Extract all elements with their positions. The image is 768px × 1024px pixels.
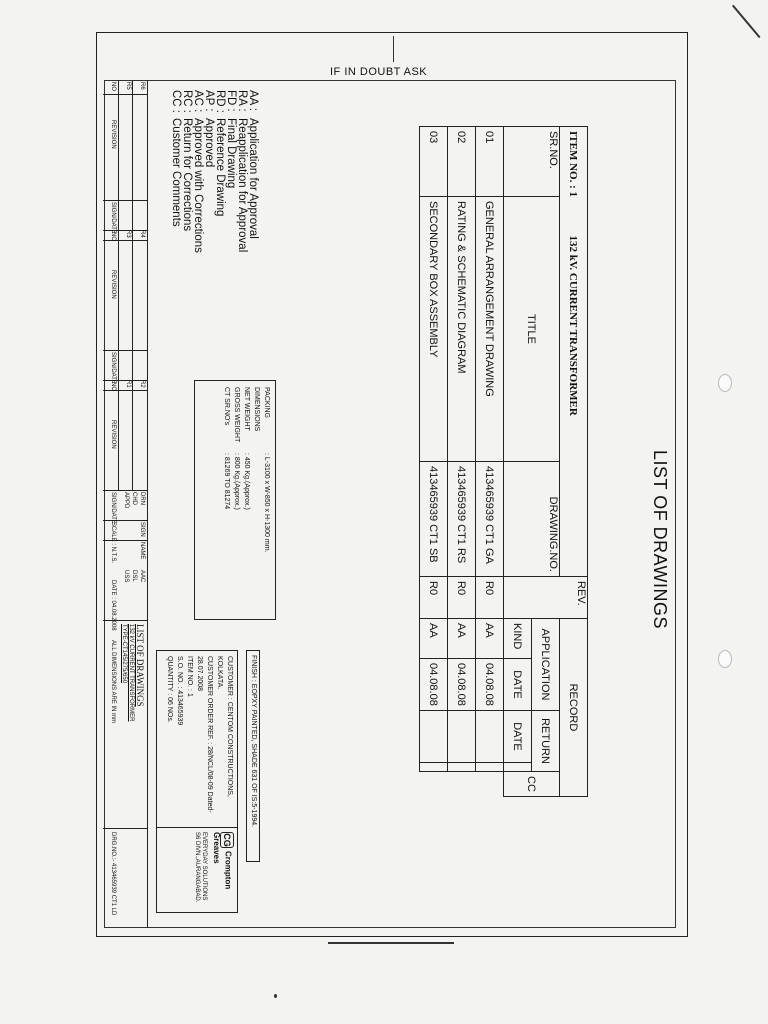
rev-label: R4 bbox=[139, 230, 145, 238]
role-label: CHD bbox=[131, 492, 137, 505]
drawing-cell: 413465939 CT1 RS bbox=[448, 462, 476, 577]
dimensions-note: ALL DIMENSIONS ARE IN mm bbox=[110, 640, 116, 724]
packing-row bbox=[241, 387, 251, 613]
no-label: NO bbox=[110, 82, 116, 91]
packing-key: NET WEIGHT bbox=[243, 387, 250, 431]
table-row bbox=[448, 127, 476, 797]
scale-label: SCALE : N.T.S. bbox=[110, 522, 116, 564]
application-header: APPLICATION bbox=[532, 619, 560, 711]
title-cell: RATING & SCHEMATIC DIAGRAM bbox=[448, 197, 476, 462]
sign-label: SIGN bbox=[139, 522, 145, 537]
rev-label: R6 bbox=[139, 82, 145, 90]
sign-date-label: SIGN/DATE bbox=[110, 202, 116, 234]
packing-value: : L-3100 x W-850 x H-1300 mm. bbox=[263, 453, 270, 553]
pen-mark bbox=[732, 5, 761, 38]
record-header: RECORD bbox=[560, 619, 588, 797]
item-line bbox=[560, 127, 588, 577]
cc-cell bbox=[476, 763, 504, 772]
table-row bbox=[420, 127, 448, 797]
packing-row bbox=[231, 387, 241, 613]
rev-cell: R0 bbox=[476, 577, 504, 619]
title-header: TITLE bbox=[504, 197, 560, 462]
role-label: DRN bbox=[139, 492, 145, 505]
title-cell: GENERAL ARRANGEMENT DRAWING bbox=[476, 197, 504, 462]
packing-details bbox=[194, 380, 276, 620]
sr-header: SR.NO. bbox=[504, 127, 560, 197]
company-name: Crompton Greaves bbox=[212, 832, 233, 890]
checked-by: DSL bbox=[131, 570, 137, 582]
legend-text: Reference Drawing bbox=[214, 118, 226, 217]
name-label: NAME bbox=[139, 542, 145, 560]
legend-item bbox=[214, 90, 225, 253]
item-number: ITEM NO. : 1 bbox=[567, 131, 580, 197]
sr-cell: 03 bbox=[420, 127, 448, 197]
legend-item bbox=[236, 90, 247, 253]
packing-key: CT SR.NO's bbox=[223, 387, 230, 426]
product-name: 132 kV. CURRENT TRANSFORMER bbox=[567, 235, 580, 416]
cc-header: CC bbox=[504, 772, 560, 797]
legend-text: Return for Corrections bbox=[181, 118, 193, 232]
divider bbox=[103, 828, 147, 829]
drawing-number: DRG.NO.:- 413465939 CT1 LD bbox=[110, 832, 116, 916]
company-block bbox=[156, 828, 238, 913]
rev-header: REV. bbox=[504, 577, 588, 619]
divider bbox=[118, 80, 119, 490]
sheet-title: LIST OF DRAWINGS bbox=[650, 450, 670, 630]
kind-header: KIND bbox=[504, 619, 532, 659]
divider bbox=[103, 200, 147, 201]
packing-row bbox=[221, 387, 231, 613]
customer-line: ITEM NO. : 1 bbox=[186, 656, 193, 697]
return-date-cell bbox=[476, 711, 504, 763]
rev-cell: R0 bbox=[448, 577, 476, 619]
divider bbox=[103, 350, 147, 351]
rev-label: R3 bbox=[125, 230, 131, 238]
sr-cell: 01 bbox=[476, 127, 504, 197]
customer-line: CUSTOMER : CENTOM CONSTRUCTIONS, KOLKATA. bbox=[216, 656, 233, 797]
kind-cell: AA bbox=[420, 619, 448, 659]
rev-label: R1 bbox=[125, 380, 131, 388]
packing-value: : 800 Kg.(Approx.) bbox=[233, 453, 240, 510]
company-address: S6 DIVN.,AURANGABAD. bbox=[194, 832, 200, 903]
date-label: DATE : 04.08.2008 bbox=[110, 580, 116, 631]
center-tick bbox=[393, 36, 394, 62]
drawing-subtitle: 132 kV CURRENT TRANSFORMER bbox=[128, 624, 134, 722]
drawing-title: LIST OF DRAWINGS bbox=[135, 624, 145, 707]
legend-abbr: CC : bbox=[170, 90, 182, 113]
role-label: APPD bbox=[123, 492, 129, 509]
no-label: NO bbox=[110, 232, 116, 241]
return-header: RETURN bbox=[532, 711, 560, 772]
drawings-table bbox=[419, 126, 588, 797]
date-cell: 04.08.08 bbox=[476, 659, 504, 711]
return-date-cell bbox=[448, 711, 476, 763]
legend-text: Application for Approval bbox=[247, 118, 259, 239]
rotated-sheet bbox=[104, 80, 676, 928]
kind-cell: AA bbox=[476, 619, 504, 659]
drawing-cell: 413465939 CT1 GA bbox=[476, 462, 504, 577]
sign-date-label: SIGN/DATE bbox=[110, 492, 116, 524]
legend-item bbox=[225, 90, 236, 253]
legend-item bbox=[170, 90, 181, 253]
legend-abbr: RA : bbox=[236, 90, 248, 112]
date-header: DATE bbox=[504, 659, 532, 711]
legend-abbr: AC : bbox=[192, 90, 204, 113]
company-tagline: EVERYDAY SOLUTIONS bbox=[201, 832, 207, 901]
drawing-header: DRAWING.NO. bbox=[504, 462, 560, 577]
legend-abbr: AP : bbox=[203, 90, 215, 112]
revision-label: REVISION bbox=[110, 420, 116, 449]
legend-abbr: RC : bbox=[181, 90, 193, 113]
customer-line: CUSTOMER ORDER REF. : 28/NCL/08-09 Dated-28.07.2008 bbox=[196, 656, 213, 813]
date-cell: 04.08.08 bbox=[420, 659, 448, 711]
ink-dot bbox=[274, 994, 277, 998]
no-label: NO bbox=[110, 382, 116, 391]
underline-mark bbox=[328, 942, 454, 944]
sr-cell: 02 bbox=[448, 127, 476, 197]
legend-item bbox=[192, 90, 203, 253]
rev-label: R5 bbox=[125, 82, 131, 90]
rev-cell: R0 bbox=[420, 577, 448, 619]
punch-hole bbox=[718, 650, 732, 668]
divider bbox=[103, 94, 147, 95]
drawing-type: TYPE-CT145/275/650 bbox=[121, 624, 127, 684]
kind-cell: AA bbox=[448, 619, 476, 659]
return-date-header: DATE bbox=[504, 711, 532, 763]
revision-label: REVISION bbox=[110, 120, 116, 149]
return-date-cell bbox=[420, 711, 448, 763]
cc-cell bbox=[420, 763, 448, 772]
legend-text: Customer Comments bbox=[170, 118, 182, 227]
doubt-note: IF IN DOUBT ASK bbox=[330, 66, 428, 78]
legend-item bbox=[181, 90, 192, 253]
company-logo-icon: CG bbox=[222, 833, 232, 847]
legend-text: Reapplication for Approval bbox=[236, 118, 248, 253]
approved-by: USS bbox=[123, 570, 129, 583]
packing-key: GROSS WEIGHT bbox=[233, 387, 240, 443]
legend-text: Final Drawing bbox=[225, 118, 237, 189]
legend-item bbox=[203, 90, 214, 253]
packing-value: : 81269 TO 81274 bbox=[223, 453, 230, 510]
title-block bbox=[104, 80, 148, 928]
packing-key: PACKING DIMENSIONS bbox=[253, 387, 270, 432]
finish-note: FINISH : EOPXY PAINTED, SHADE 631 OF IS:5-1994. bbox=[246, 650, 260, 862]
sign-date-label: SIGN/DATE bbox=[110, 352, 116, 384]
drawing-cell: 413465939 CT1 SB bbox=[420, 462, 448, 577]
legend-text: Approved with Corrections bbox=[192, 118, 204, 253]
legend-abbr: RD : bbox=[214, 90, 226, 113]
table-row bbox=[476, 127, 504, 797]
abbreviation-legend bbox=[170, 90, 258, 253]
legend-abbr: FD : bbox=[225, 90, 237, 112]
rev-label: R2 bbox=[139, 380, 145, 388]
packing-row bbox=[251, 387, 271, 613]
legend-text: Approved bbox=[203, 118, 215, 168]
customer-block bbox=[156, 650, 238, 828]
cc-cell bbox=[448, 763, 476, 772]
divider bbox=[103, 490, 147, 491]
date-cell: 04.08.08 bbox=[448, 659, 476, 711]
punch-hole bbox=[718, 374, 732, 392]
packing-value: : 450 Kg.(Approx.) bbox=[243, 453, 250, 510]
customer-line: QUANTITY : 06 NOs. bbox=[166, 656, 173, 723]
drawn-by: AAC bbox=[139, 570, 145, 583]
legend-item bbox=[247, 90, 258, 253]
customer-line: S.O. NO. : 413465939 bbox=[176, 656, 183, 726]
title-cell: SECONDARY BOX ASSEMBLY bbox=[420, 197, 448, 462]
legend-abbr: AA : bbox=[247, 90, 259, 112]
revision-label: REVISION bbox=[110, 270, 116, 299]
divider bbox=[132, 80, 133, 490]
